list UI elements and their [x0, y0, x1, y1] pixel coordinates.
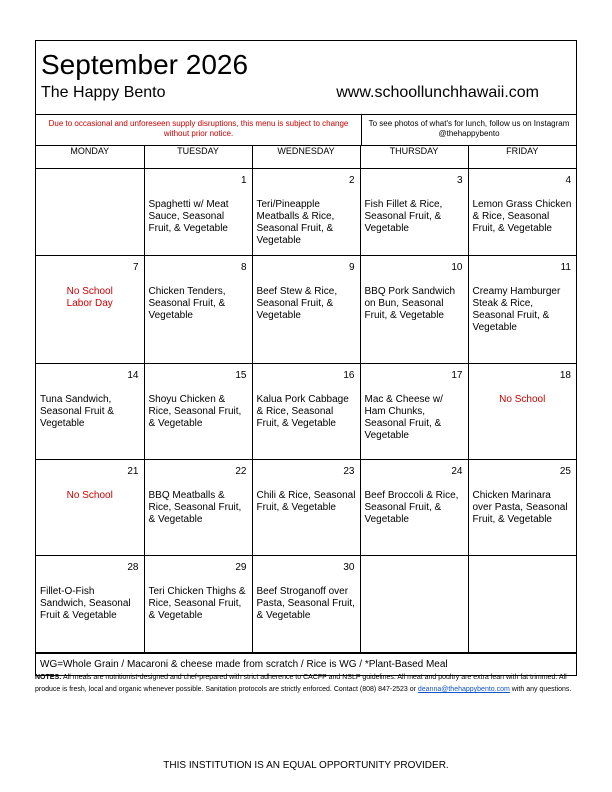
instagram-notice: To see photos of what's for lunch, follow us on Instagram @thehappybento: [368, 119, 570, 138]
weekday-monday: MONDAY: [36, 146, 144, 169]
equal-opportunity-statement: THIS INSTITUTION IS AN EQUAL OPPORTUNITY PROVIDER.: [163, 760, 449, 771]
meal-description: Chicken Marinara over Pasta, Seasonal Fruit, & Vegetable: [472, 490, 568, 525]
calendar-day-cell: [360, 460, 468, 556]
meal-description: Chicken Tenders, Seasonal Fruit, & Vegetable: [148, 286, 226, 321]
meal-description: Fillet-O-Fish Sandwich, Seasonal Fruit & Vegetable: [40, 586, 131, 621]
day-number: 3: [456, 175, 463, 186]
calendar-day-cell: [252, 364, 360, 460]
calendar-day-cell: [36, 460, 144, 556]
calendar-day-cell: [468, 460, 576, 556]
calendar-day-cell: [252, 256, 360, 364]
calendar-grid: [36, 146, 576, 653]
calendar-day-cell: [360, 256, 468, 364]
day-number: 7: [132, 262, 139, 273]
calendar-week-row: [36, 256, 576, 364]
meal-description: BBQ Meatballs & Rice, Seasonal Fruit, & Vegetable: [148, 490, 242, 525]
meal-description: Beef Stew & Rice, Seasonal Fruit, & Vegetable: [256, 286, 338, 321]
calendar-day-cell: [468, 364, 576, 460]
calendar-day-cell: [252, 460, 360, 556]
calendar-week-row: [36, 556, 576, 653]
day-number: 22: [235, 466, 247, 477]
no-school-label: No School Labor Day: [66, 286, 113, 309]
day-number: 28: [127, 562, 139, 573]
day-number: 14: [127, 370, 139, 381]
calendar-day-cell: [468, 556, 576, 653]
calendar-day-cell: [144, 460, 252, 556]
meal-description: Tuna Sandwich, Seasonal Fruit & Vegetable: [40, 394, 114, 429]
calendar-day-cell: [360, 169, 468, 256]
no-school-label: No School: [66, 490, 113, 501]
page-title: September 2026: [41, 49, 249, 80]
weekday-thursday: THURSDAY: [360, 146, 468, 169]
website-url: www.schoollunchhawaii.com: [336, 84, 539, 101]
calendar-day-cell: [360, 364, 468, 460]
calendar-day-cell: [144, 256, 252, 364]
calendar-day-cell: [144, 364, 252, 460]
day-number: 4: [565, 175, 571, 186]
calendar-day-cell: [36, 364, 144, 460]
menu-header: [36, 41, 576, 115]
notes-text: All meals are nutritionist-designed and chef-prepared with strict adherence to CACFP and NSLP guidelines. All meat and poultry are extra lean with fat trimmed. All produce is fresh, local and organic whenever possible. Sanitation protocols are strictly enforced. Contact (808) 847-2523 or: [35, 674, 567, 693]
disclaimer-notice: Due to occasional and unforeseen supply disruptions, this menu is subject to change without prior notice.: [36, 115, 362, 145]
notes-label: NOTES:: [35, 674, 62, 681]
notes-tail: with any questions.: [509, 686, 572, 693]
meal-description: Beef Stroganoff over Pasta, Seasonal Fruit, & Vegetable: [256, 586, 355, 621]
vendor-name: The Happy Bento: [41, 84, 166, 101]
meal-description: Beef Broccoli & Rice, Seasonal Fruit, & Vegetable: [364, 490, 459, 525]
contact-email-link[interactable]: deanna@thehappybento.com: [417, 686, 510, 693]
weekday-friday: FRIDAY: [468, 146, 576, 169]
notice-bar: [36, 115, 576, 146]
day-number: 29: [235, 562, 247, 573]
weekday-wednesday: WEDNESDAY: [252, 146, 360, 169]
meal-description: BBQ Pork Sandwich on Bun, Seasonal Fruit, & Vegetable: [364, 286, 456, 321]
day-number: 15: [235, 370, 247, 381]
meal-description: Chili & Rice, Seasonal Fruit, & Vegetable: [256, 490, 356, 513]
calendar-day-cell: [144, 169, 252, 256]
legend-footnote: WG=Whole Grain / Macaroni & cheese made from scratch / Rice is WG / *Plant-Based Meal: [36, 653, 576, 675]
meal-description: Spaghetti w/ Meat Sauce, Seasonal Fruit, & Vegetable: [148, 199, 229, 234]
meal-description: Mac & Cheese w/ Ham Chunks, Seasonal Fruit, & Vegetable: [364, 394, 443, 441]
calendar-day-cell: [36, 169, 144, 256]
meal-description: Fish Fillet & Rice, Seasonal Fruit, & Vegetable: [364, 199, 443, 234]
day-number: 18: [559, 370, 571, 381]
day-number: 1: [240, 175, 247, 186]
weekday-tuesday: TUESDAY: [144, 146, 252, 169]
meal-description: Lemon Grass Chicken & Rice, Seasonal Fruit, & Vegetable: [472, 199, 572, 234]
day-number: 8: [240, 262, 247, 273]
menu-sheet: [35, 40, 577, 676]
calendar-week-row: [36, 169, 576, 256]
meal-description: Teri/Pineapple Meatballs & Rice, Seasonal Fruit, & Vegetable: [256, 199, 335, 246]
day-number: 25: [559, 466, 571, 477]
weekday-header-row: [36, 146, 576, 169]
day-number: 17: [451, 370, 463, 381]
day-number: 9: [348, 262, 355, 273]
day-number: 2: [348, 175, 355, 186]
calendar-day-cell: [252, 169, 360, 256]
day-number: 11: [560, 262, 571, 273]
day-number: 10: [451, 262, 463, 273]
calendar-day-cell: [36, 256, 144, 364]
meal-description: Kalua Pork Cabbage & Rice, Seasonal Fruit, & Vegetable: [256, 394, 349, 429]
meal-description: Shoyu Chicken & Rice, Seasonal Fruit, & Vegetable: [148, 394, 242, 429]
calendar-day-cell: [36, 556, 144, 653]
calendar-week-row: [36, 364, 576, 460]
calendar-day-cell: [360, 556, 468, 653]
day-number: 24: [451, 466, 463, 477]
meal-description: Teri Chicken Thighs & Rice, Seasonal Fruit, & Vegetable: [148, 586, 246, 621]
day-number: 30: [343, 562, 355, 573]
calendar-day-cell: [468, 256, 576, 364]
calendar-day-cell: [252, 556, 360, 653]
calendar-day-cell: [144, 556, 252, 653]
notes-paragraph: [35, 672, 580, 696]
no-school-label: No School: [499, 394, 546, 405]
day-number: 21: [127, 466, 139, 477]
meal-description: Creamy Hamburger Steak & Rice, Seasonal Fruit, & Vegetable: [472, 286, 561, 333]
calendar-week-row: [36, 460, 576, 556]
day-number: 16: [343, 370, 355, 381]
day-number: 23: [343, 466, 355, 477]
calendar-day-cell: [468, 169, 576, 256]
